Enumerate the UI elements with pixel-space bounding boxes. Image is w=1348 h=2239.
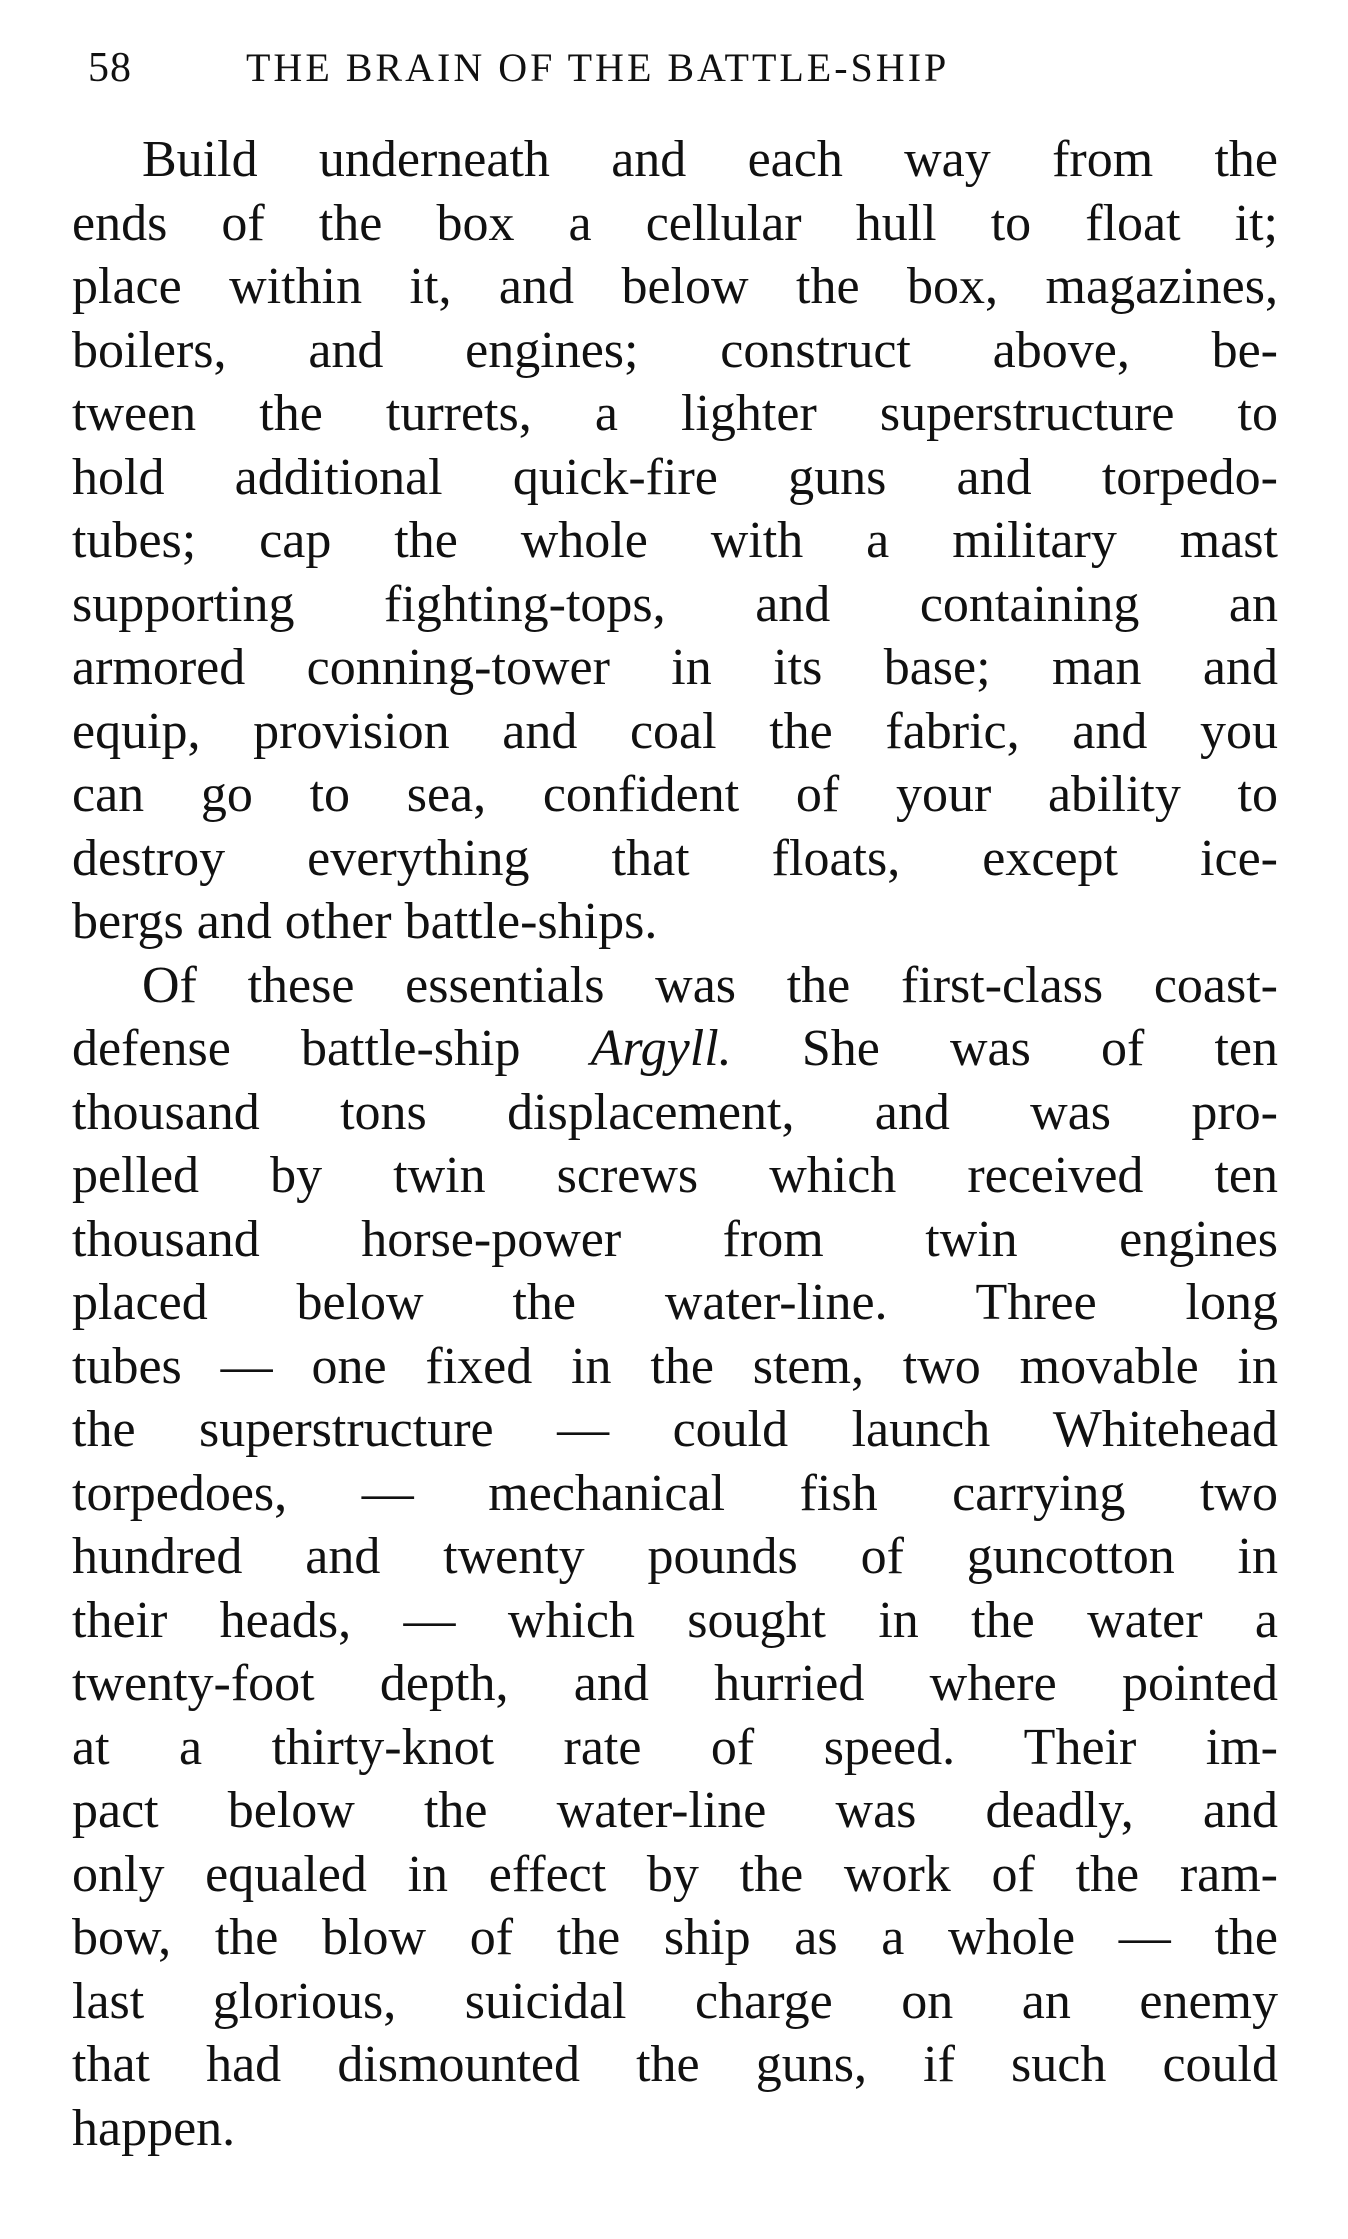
ship-name: Argyll.	[590, 1020, 732, 1077]
text-line: bergs and other battle-ships.	[72, 893, 658, 950]
text-line: bow, the blow of the ship as a whole — the	[72, 1909, 1278, 1966]
text-line: twenty-foot depth, and hurried where pointed	[72, 1655, 1278, 1712]
text-line: last glorious, suicidal charge on an enemy	[72, 1972, 1278, 2030]
page-number: 58	[88, 45, 132, 91]
text-line: can go to sea, confident of your ability to	[72, 766, 1278, 823]
text-line: ends of the box a cellular hull to float it;	[72, 194, 1278, 252]
text-segment: defense battle-ship	[72, 1020, 591, 1077]
text-line: tubes; cap the whole with a military mast	[72, 512, 1278, 569]
body-text	[72, 128, 1278, 2160]
running-head: THE BRAIN OF THE BATTLE-SHIP	[246, 45, 950, 90]
text-line: boilers, and engines; construct above, be-	[72, 321, 1278, 379]
text-line: thousand tons displacement, and was pro-	[72, 1083, 1278, 1141]
paragraph-1	[72, 128, 1278, 954]
paragraph-2	[72, 954, 1278, 2161]
text-line: at a thirty-knot rate of speed. Their im-	[72, 1718, 1278, 1776]
text-line: happen.	[72, 2099, 236, 2157]
text-line: supporting fighting-tops, and containing an	[72, 575, 1278, 633]
text-line: only equaled in effect by the work of the ram-	[72, 1845, 1278, 1903]
text-line: pact below the water-line was deadly, and	[72, 1782, 1278, 1839]
text-line: Of these essentials was the first-class coast-	[142, 956, 1278, 1014]
text-line: equip, provision and coal the fabric, and you	[72, 702, 1278, 760]
text-line: thousand horse-power from twin engines	[72, 1210, 1278, 1268]
text-line: hold additional quick-fire guns and torpedo-	[72, 448, 1278, 506]
text-line: armored conning-tower in its base; man and	[72, 639, 1278, 696]
text-line: pelled by twin screws which received ten	[72, 1147, 1278, 1204]
text-line: torpedoes, — mechanical fish carrying two	[72, 1464, 1278, 1522]
text-line: placed below the water-line. Three long	[72, 1274, 1278, 1331]
text-line: destroy everything that floats, except ice-	[72, 829, 1278, 887]
page-header	[88, 36, 1228, 96]
text-line: tubes — one fixed in the stem, two movable in	[72, 1337, 1278, 1395]
text-line: hundred and twenty pounds of guncotton in	[72, 1528, 1278, 1585]
text-line: place within it, and below the box, magazines,	[72, 258, 1278, 315]
text-line: that had dismounted the guns, if such could	[72, 2036, 1278, 2093]
text-line: Build underneath and each way from the	[142, 131, 1278, 188]
text-segment: She was of ten	[731, 1020, 1278, 1077]
text-line: tween the turrets, a lighter superstructure to	[72, 385, 1278, 442]
text-line: the superstructure — could launch Whitehead	[72, 1401, 1278, 1458]
text-line: their heads, — which sought in the water a	[72, 1591, 1278, 1649]
text-line-with-ship-name	[72, 1017, 1278, 1081]
